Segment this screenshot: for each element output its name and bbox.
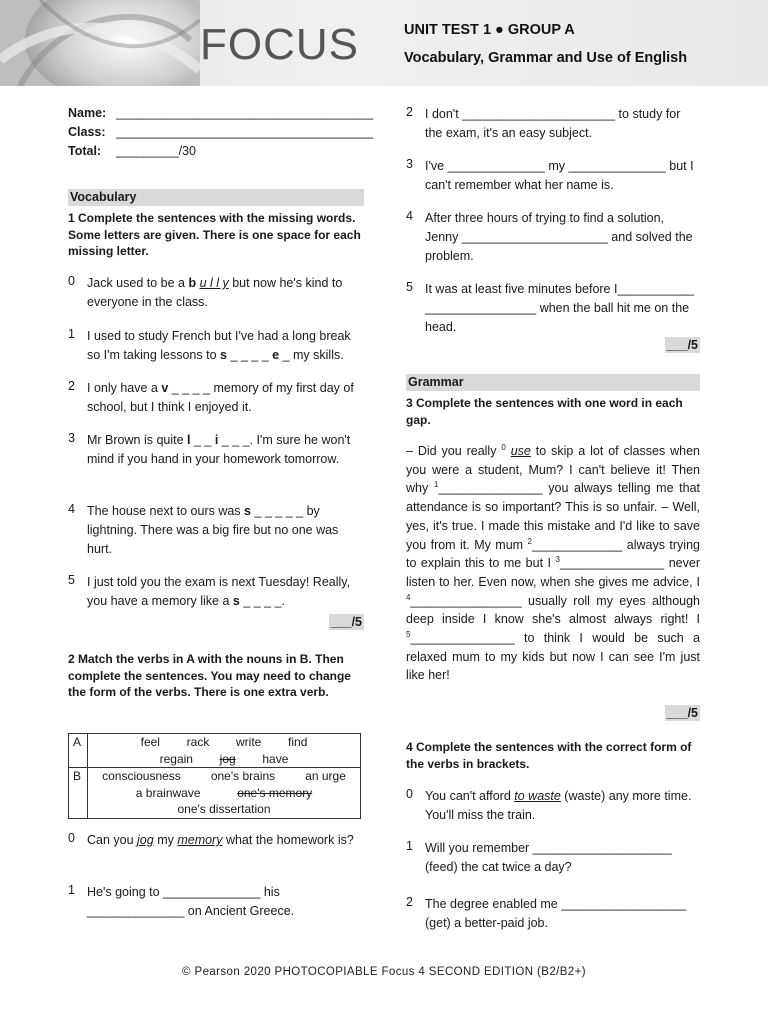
item-text: but now he's kind to everyone in the class. — [87, 276, 343, 309]
item-number: 1 — [68, 883, 75, 897]
noun-phrase: one's brains — [210, 769, 276, 783]
dialogue-text[interactable]: _______________ you always telling me that attendance is so important? This is so unfair. – Well, yes, it's true. I made this mistake and I'd like to save you from it. My mum — [406, 481, 701, 552]
gap-number: 3 — [555, 555, 560, 565]
given-letter: s — [220, 348, 227, 362]
exercise-2-score — [406, 338, 700, 352]
item-text: _ _ _ _ memory of my first day of school, but I think I enjoyed it. — [87, 381, 354, 414]
example-answer: u l l y — [199, 276, 229, 290]
exercise-1-item-5[interactable] — [68, 573, 364, 611]
example-answer: jog — [137, 833, 154, 847]
table-label-a: A — [69, 734, 88, 768]
noun-phrase: an urge — [305, 769, 346, 783]
exercise-3-dialogue[interactable] — [406, 442, 700, 685]
item-number: 4 — [406, 209, 413, 223]
item-number: 3 — [68, 431, 75, 445]
verb-word: feel — [140, 735, 160, 749]
exercise-1-item-4[interactable] — [68, 502, 364, 559]
item-number: 0 — [68, 274, 75, 288]
item-text: Jack used to be a — [87, 276, 189, 290]
verb-word: rack — [186, 735, 210, 749]
noun-phrase-crossed: one's memory — [237, 785, 313, 800]
exercise-2-item-0 — [68, 831, 364, 850]
dialogue-text[interactable]: _______________ never listen to her. Even now, when she gives me advice, I — [406, 556, 700, 589]
verb-word: have — [262, 751, 289, 766]
verbs-cell — [88, 734, 361, 768]
class-label: Class: — [68, 125, 106, 139]
example-answer: memory — [177, 833, 223, 847]
item-text: I only have a — [87, 381, 162, 395]
item-number: 0 — [406, 787, 413, 801]
item-text: _ my skills. — [279, 348, 344, 362]
noun-phrase: consciousness — [102, 769, 181, 783]
exercise-1-instructions: 1 Complete the sentences with the missing words. Some letters are given. There is one space for each missing letter. — [68, 211, 361, 258]
given-letter: s — [232, 594, 240, 608]
exercise-2-instructions: 2 Match the verbs in A with the nouns in B. Then complete the sentences. You may need to change the form of the verbs. There is one extra verb. — [68, 652, 351, 699]
test-title: UNIT TEST 1 ● GROUP A — [404, 22, 575, 38]
dialogue-text: – Did you really — [406, 444, 502, 458]
dialogue-text[interactable]: _______________ to think I would be such a relaxed mum to my kids but now I can see I'm just like her! — [406, 631, 700, 683]
class-row — [68, 123, 374, 142]
verb-word: find — [288, 735, 308, 749]
item-text: my — [153, 833, 178, 847]
exercise-1-item-1[interactable] — [68, 327, 364, 365]
exercise-3-instructions: 3 Complete the sentences with one word in each gap. — [406, 396, 683, 427]
given-letter: v — [161, 381, 169, 395]
exercise-2-item-2[interactable] — [406, 105, 700, 143]
item-number: 0 — [68, 831, 75, 845]
exercise-4-item-2[interactable] — [406, 895, 700, 933]
gap-number: 2 — [527, 536, 532, 546]
score-box[interactable]: ___/5 — [666, 338, 698, 352]
gap-number: 4 — [406, 592, 411, 602]
name-field[interactable]: _____________________________________ — [116, 106, 374, 120]
item-text: Mr Brown is quite — [87, 433, 188, 447]
item-text: Can you — [87, 833, 138, 847]
item-number: 1 — [68, 327, 75, 341]
exercise-4-instructions: 4 Complete the sentences with the correct form of the verbs in brackets. — [406, 740, 692, 771]
vocabulary-heading: Vocabulary — [68, 189, 364, 206]
given-letter: e — [272, 348, 280, 362]
item-text[interactable]: Will you remember ____________________ (feed) the cat twice a day? — [425, 841, 672, 874]
exercise-1-item-3[interactable] — [68, 431, 364, 469]
item-number: 3 — [406, 157, 413, 171]
dialogue-text[interactable]: _____________ always trying to explain this to me but I — [406, 537, 700, 571]
test-subtitle: Vocabulary, Grammar and Use of English — [404, 50, 688, 66]
item-text: _ _ _. I'm sure he won't mind if you hand in your homework tomorrow. — [87, 433, 351, 466]
gap-number: 1 — [433, 480, 439, 490]
item-text: You can't afford — [425, 789, 515, 803]
item-text: _ _ _ _. — [239, 594, 286, 608]
name-label: Name: — [68, 106, 107, 120]
given-letter: i — [214, 433, 219, 447]
given-letter: l — [187, 433, 191, 447]
swirl-logo-graphic — [0, 0, 200, 86]
item-text: I used to study French but I've had a long break so I'm taking lessons to — [87, 329, 351, 362]
dialogue-text[interactable]: ________________ usually roll my eyes although deep inside I know she's almost always right! I — [406, 593, 700, 627]
verb-word-crossed: jog — [219, 751, 236, 766]
item-number: 5 — [68, 573, 75, 587]
item-text: what the homework is? — [222, 833, 354, 847]
class-field[interactable]: _____________________________________ — [116, 125, 374, 139]
verb-word: write — [236, 735, 262, 749]
noun-phrase: one's dissertation — [177, 802, 271, 816]
exercise-2-item-4[interactable] — [406, 209, 700, 266]
exercise-2-item-5[interactable] — [406, 280, 700, 337]
item-text: I just told you the exam is next Tuesday! Really, you have a memory like a — [87, 575, 351, 608]
exercise-1-item-2[interactable] — [68, 379, 364, 417]
page-footer: © Pearson 2020 PHOTOCOPIABLE Focus 4 SECOND EDITION (B2/B2+) — [182, 966, 586, 978]
score-box[interactable]: ___/5 — [330, 615, 362, 629]
item-text: _ _ _ _ _ by lightning. There was a big fire but no one was hurt. — [87, 504, 339, 556]
given-letter: s — [244, 504, 251, 518]
exercise-3-score — [406, 706, 700, 720]
page-header — [0, 0, 768, 86]
noun-phrase: a brainwave — [135, 785, 201, 800]
table-label-b: B — [69, 768, 88, 819]
given-letter: b — [188, 276, 200, 290]
item-text[interactable]: The degree enabled me __________________ (get) a better-paid job. — [425, 897, 687, 930]
total-label: Total: — [68, 144, 102, 158]
item-number: 1 — [406, 839, 413, 853]
verb-word: regain — [159, 751, 193, 766]
exercise-1-item-0 — [68, 274, 364, 312]
letter-blanks[interactable]: _ _ — [190, 433, 215, 447]
item-text[interactable]: After three hours of trying to find a solution, Jenny _____________________ and solved the problem. — [425, 211, 693, 263]
item-number: 5 — [406, 280, 413, 294]
exercise-1-score — [68, 615, 364, 629]
item-text: The house next to ours was — [87, 504, 245, 518]
example-answer: use — [510, 444, 531, 458]
gap-number: 5 — [406, 629, 411, 639]
item-text[interactable]: I've ______________ my ______________ but I can't remember what her name is. — [425, 159, 694, 192]
dialogue-text: to skip a lot of classes when you were a student, Mum? I can't believe it! Then why — [406, 444, 700, 496]
item-text[interactable]: I don't ______________________ to study for the exam, it's an easy subject. — [425, 107, 681, 140]
total-field[interactable]: _________/30 — [116, 144, 196, 158]
name-row — [68, 104, 374, 123]
item-text[interactable]: He's going to ______________ his ______________ on Ancient Greece. — [87, 885, 295, 918]
item-number: 2 — [406, 105, 413, 119]
exercise-4-item-1[interactable] — [406, 839, 700, 877]
item-number: 2 — [406, 895, 413, 909]
nouns-cell — [88, 768, 361, 819]
brand-logo: FOCUS — [200, 20, 359, 69]
gap-number: 0 — [501, 442, 506, 452]
item-number: 2 — [68, 379, 75, 393]
example-answer: to waste — [514, 789, 561, 803]
exercise-4-item-0 — [406, 787, 700, 825]
grammar-heading: Grammar — [406, 374, 700, 391]
item-text[interactable]: It was at least five minutes before I___________ ________________ when the ball hit me on the head. — [425, 282, 694, 334]
item-number: 4 — [68, 502, 75, 516]
exercise-2-item-1[interactable] — [68, 883, 364, 921]
matching-table — [68, 733, 361, 819]
letter-blanks[interactable]: _ _ _ _ — [226, 348, 273, 362]
score-box[interactable]: ___/5 — [666, 706, 698, 720]
exercise-2-item-3[interactable] — [406, 157, 700, 195]
total-row — [68, 142, 364, 161]
item-text: (waste) any more time. You'll miss the train. — [425, 789, 692, 822]
